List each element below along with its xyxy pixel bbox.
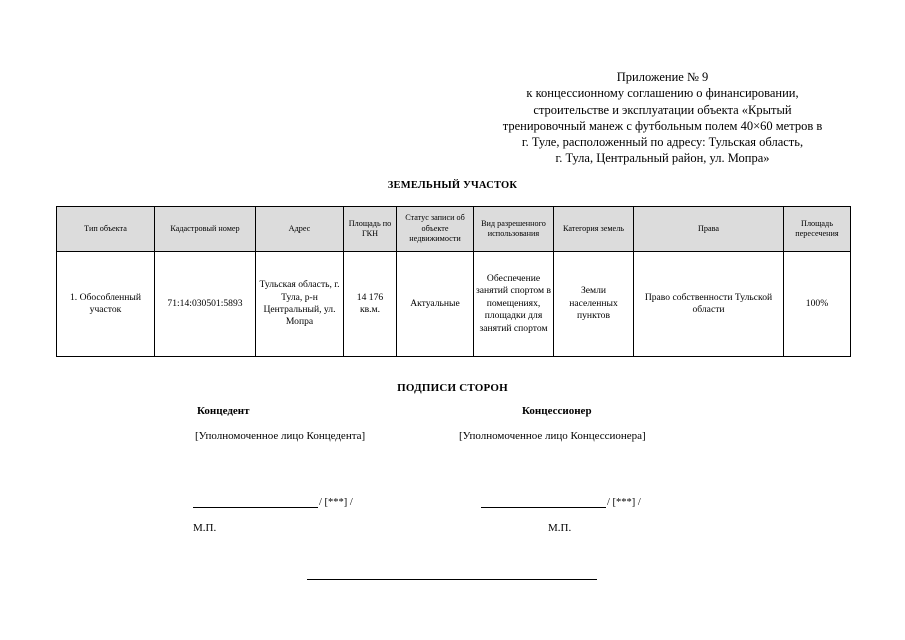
concedent-signature-suffix: / [***] / (319, 497, 353, 508)
party-concedent: Концедент (197, 405, 250, 417)
cell-record-status: Актуальные (397, 252, 474, 357)
party-concessionaire: Концессионер (522, 405, 592, 417)
land-table (56, 206, 851, 357)
signatures-title: ПОДПИСИ СТОРОН (397, 382, 508, 394)
concessionaire-signature-line (481, 497, 641, 508)
appendix-line-6: г. Тула, Центральный район, ул. Мопра» (555, 151, 770, 166)
footer-divider (307, 579, 597, 580)
signature-blank (193, 497, 318, 508)
header-rights: Права (634, 207, 784, 252)
concedent-signature-line (193, 497, 353, 508)
header-record-status: Статус записи об объекте недвижимости (397, 207, 474, 252)
appendix-line-3: строительстве и эксплуатации объекта «Крытый (533, 102, 792, 117)
header-address: Адрес (256, 207, 344, 252)
cell-address: Тульская область, г. Тула, р-н Центральный, ул. Мопра (256, 252, 344, 357)
appendix-line-4: тренировочный манеж с футбольным полем 40×60 метров в (502, 118, 823, 133)
header-intersection-area: Площадь пересечения (784, 207, 851, 252)
cell-object-type: 1. Обособленный участок (57, 252, 155, 357)
appendix-line-5: г. Туле, расположенный по адресу: Тульская область, (521, 135, 804, 150)
concedent-representative: [Уполномоченное лицо Концедента] (195, 430, 366, 442)
cell-cadastral-number: 71:14:030501:5893 (155, 252, 256, 357)
cell-intersection-area: 100% (784, 252, 851, 357)
header-object-type: Тип объекта (57, 207, 155, 252)
table-row (57, 252, 851, 357)
concessionaire-signature-suffix: / [***] / (607, 497, 641, 508)
cell-area-gkn: 14 176 кв.м. (344, 252, 397, 357)
table-header-row (57, 207, 851, 252)
concessionaire-representative: [Уполномоченное лицо Концессионера] (459, 430, 646, 442)
appendix-line-1: Приложение № 9 (616, 70, 709, 84)
header-area-gkn: Площадь по ГКН (344, 207, 397, 252)
header-land-category: Категория земель (554, 207, 634, 252)
cell-land-category: Земли населенных пунктов (554, 252, 634, 357)
header-permitted-use: Вид разрешенного использования (474, 207, 554, 252)
appendix-header (470, 69, 855, 167)
appendix-line-2: к концессионному соглашению о финансировании, (526, 86, 799, 101)
concedent-stamp-place: М.П. (193, 522, 217, 534)
signature-blank (481, 497, 606, 508)
header-cadastral-number: Кадастровый номер (155, 207, 256, 252)
cell-rights: Право собственности Тульской области (634, 252, 784, 357)
cell-permitted-use: Обеспечение занятий спортом в помещениях, площадки для занятий спортом (474, 252, 554, 357)
land-section-title: ЗЕМЕЛЬНЫЙ УЧАСТОК (387, 180, 518, 191)
concessionaire-stamp-place: М.П. (548, 522, 572, 534)
